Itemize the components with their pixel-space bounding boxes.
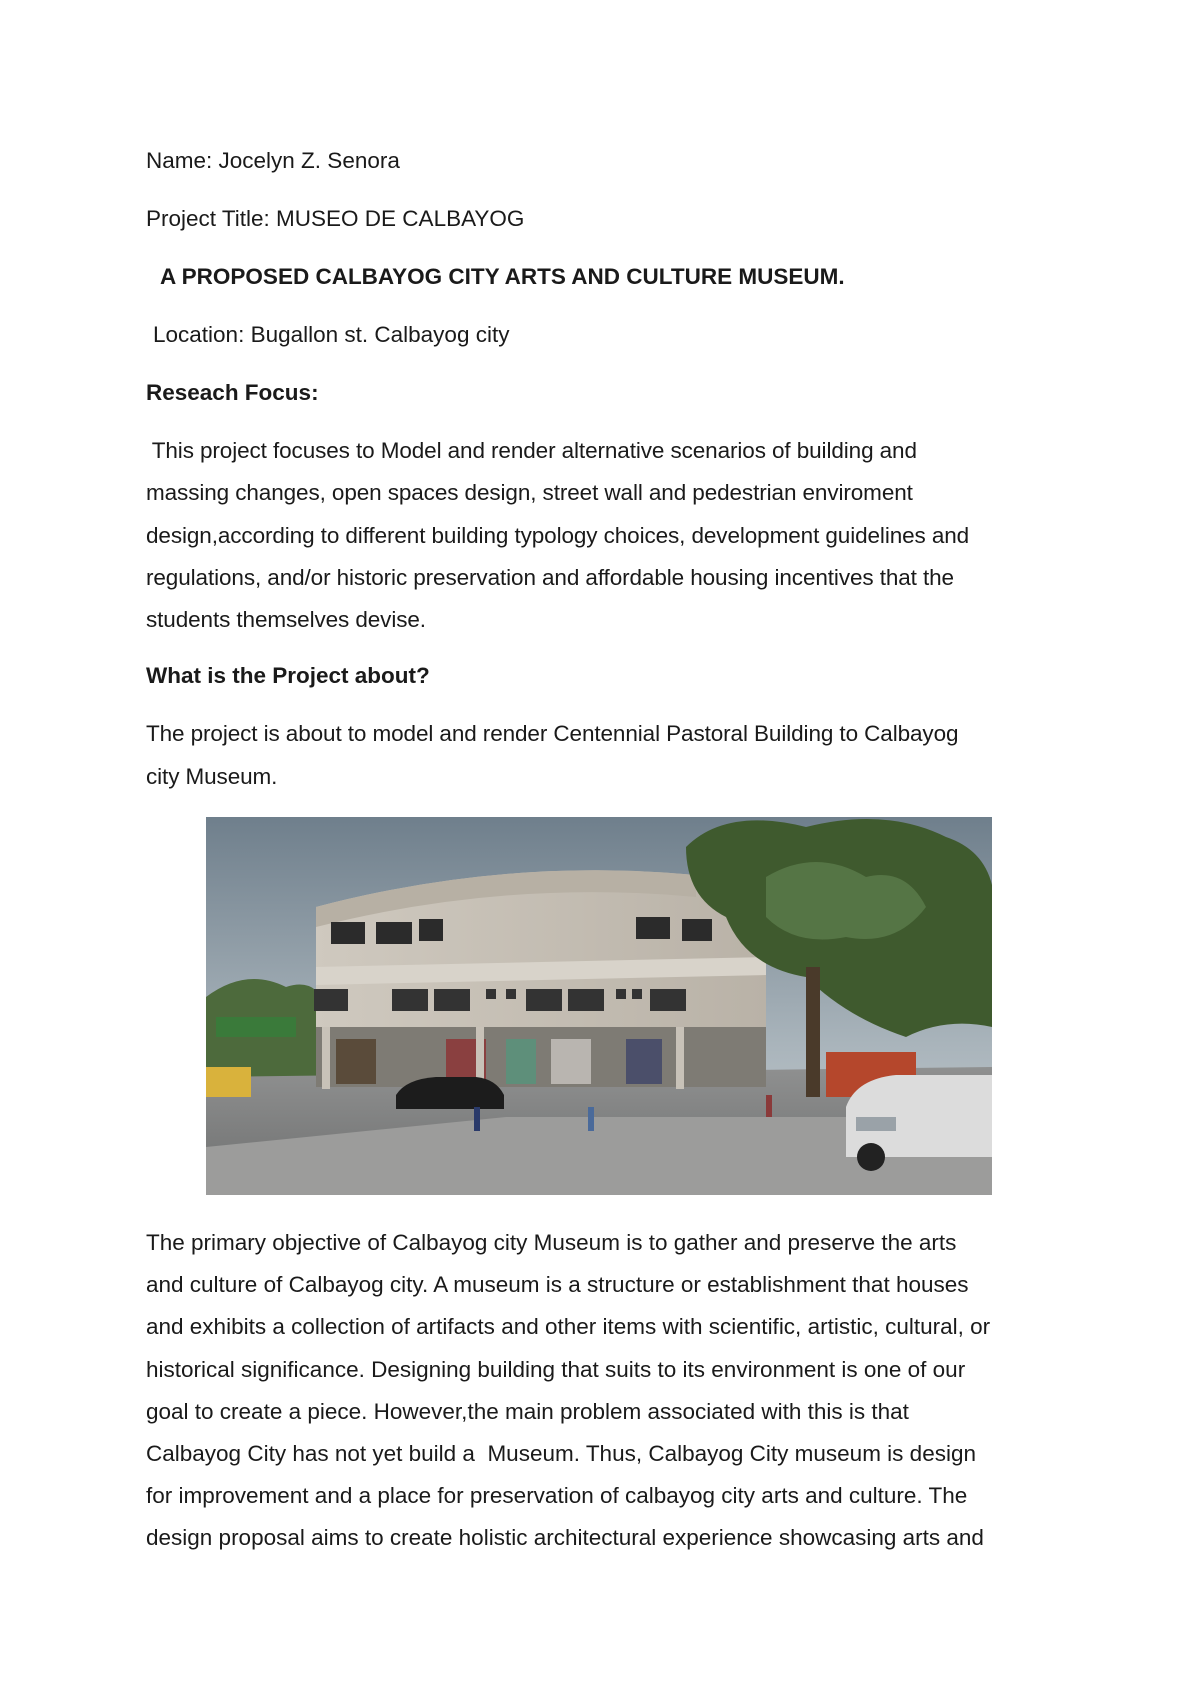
name-line: Name: Jocelyn Z. Senora — [146, 148, 400, 173]
research-focus-paragraph — [146, 430, 1066, 641]
paragraph-line: and exhibits a collection of artifacts and other items with scientific, artistic, cultural, or — [146, 1314, 991, 1340]
building-photo — [206, 817, 992, 1195]
paragraph-line: historical significance. Designing building that suits to its environment is one of our — [146, 1356, 966, 1382]
paragraph-line: students themselves devise. — [146, 607, 426, 633]
paragraph-line: design,according to different building typology choices, development guidelines and — [146, 522, 970, 548]
document-header-section — [146, 140, 1066, 812]
paragraph-line: massing changes, open spaces design, street wall and pedestrian enviroment — [146, 480, 913, 506]
paragraph-line: and culture of Calbayog city. A museum is a structure or establishment that houses — [146, 1272, 969, 1298]
project-about-heading: What is the Project about? — [146, 663, 430, 689]
project-about-paragraph — [146, 713, 1066, 798]
paragraph-line: This project focuses to Model and render alternative scenarios of building and — [146, 438, 917, 463]
paragraph-line: design proposal aims to create holistic architectural experience showcasing arts and — [146, 1525, 984, 1551]
objective-paragraph — [146, 1222, 1076, 1560]
location-line: Location: Bugallon st. Calbayog city — [153, 322, 510, 347]
project-subtitle: A PROPOSED CALBAYOG CITY ARTS AND CULTURE MUSEUM. — [160, 264, 845, 289]
paragraph-line: Calbayog City has not yet build a Museum. Thus, Calbayog City museum is design — [146, 1441, 976, 1467]
project-title-line: Project Title: MUSEO DE CALBAYOG — [146, 206, 525, 231]
paragraph-line: The primary objective of Calbayog city Museum is to gather and preserve the arts — [146, 1230, 957, 1255]
paragraph-line: for improvement and a place for preservation of calbayog city arts and culture. The — [146, 1483, 968, 1509]
paragraph-line: city Museum. — [146, 763, 278, 789]
paragraph-line: The project is about to model and render Centennial Pastoral Building to Calbayog — [146, 721, 959, 747]
paragraph-line: regulations, and/or historic preservation and affordable housing incentives that the — [146, 564, 954, 590]
paragraph-line: goal to create a piece. However,the main problem associated with this is that — [146, 1398, 909, 1424]
research-focus-heading: Reseach Focus: — [146, 380, 319, 405]
